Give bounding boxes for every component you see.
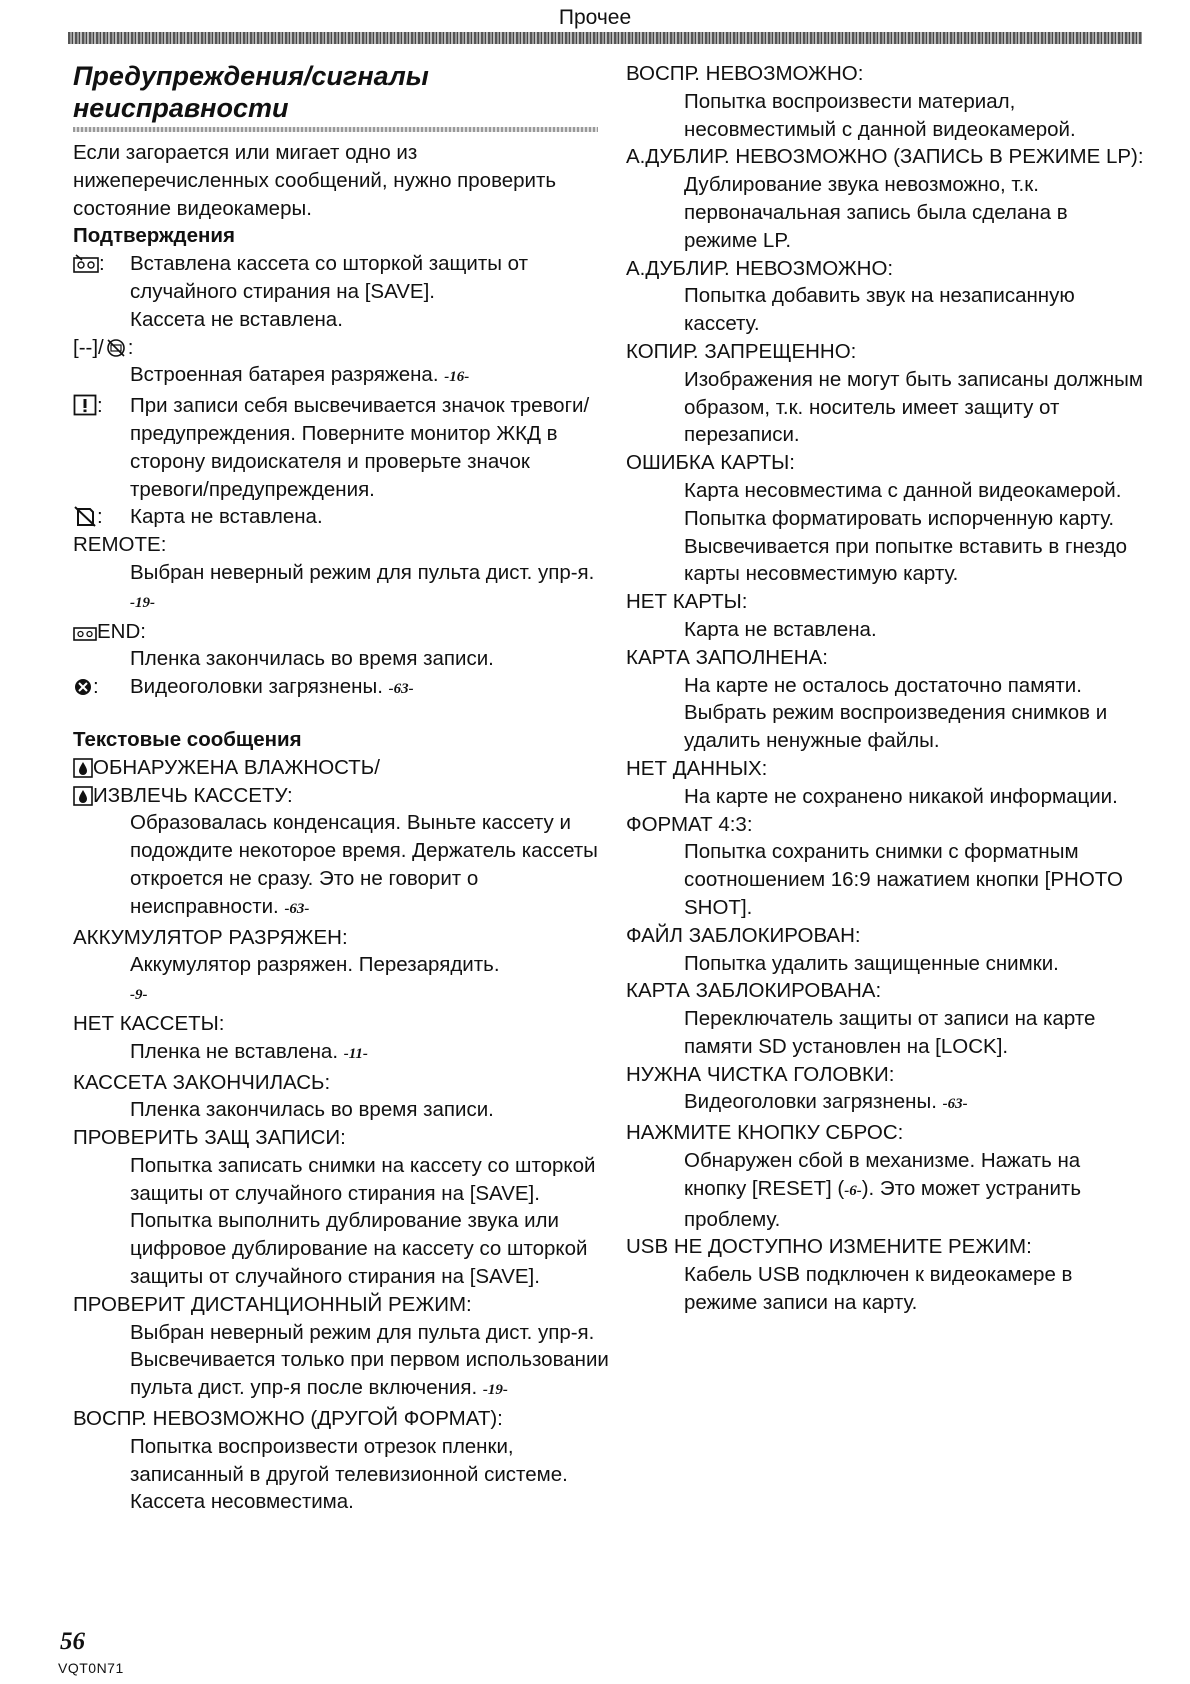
msg-text: Видеоголовки загрязнены. bbox=[684, 1090, 937, 1114]
page-ref: -11- bbox=[343, 1045, 368, 1062]
tape-icon bbox=[73, 626, 97, 642]
msg-text: Пленка не вставлена. bbox=[130, 1039, 339, 1063]
msg-label: END: bbox=[97, 619, 146, 643]
msg-text: Карта не вставлена. bbox=[130, 505, 323, 529]
msg-no-data-text: На карте не сохранено никакой информации. bbox=[684, 784, 1118, 808]
msg-no-card-text: Карта не вставлена. bbox=[684, 617, 877, 641]
msg-no-cassette-text bbox=[73, 1038, 613, 1069]
msg-battery-text bbox=[73, 361, 613, 392]
msg-text: Образовалась конденсация. Выньте кассету и подождите некоторое время. Держатель кассеты откроется не сразу. Это не говорит о неисправности. bbox=[130, 811, 598, 918]
msg-text: Выбран неверный режим для пульта дист. упр-я. bbox=[130, 560, 595, 584]
msg-card-error-text: Карта несовместима с данной видеокамерой. bbox=[684, 478, 1122, 502]
dirty-heads-icon bbox=[73, 677, 93, 697]
msg-no-cassette-label: НЕТ КАССЕТЫ: bbox=[73, 1011, 225, 1035]
msg-eject-label bbox=[73, 782, 613, 810]
header-bar bbox=[68, 32, 1142, 44]
document-code: VQT0N71 bbox=[58, 1660, 124, 1676]
msg-play-other-format-label: ВОСПР. НЕВОЗМОЖНО (ДРУГОЙ ФОРМАТ): bbox=[73, 1407, 503, 1431]
msg-card-error-text: Попытка форматировать испорченную карту. bbox=[684, 506, 1115, 530]
cassette-save-icon bbox=[73, 254, 99, 274]
msg-humidity-label bbox=[73, 754, 613, 782]
msg-format-label: ФОРМАТ 4:3: bbox=[626, 812, 753, 836]
msg-head-clean-label: НУЖНА ЧИСТКА ГОЛОВКИ: bbox=[626, 1062, 895, 1086]
msg-card-locked-text: Переключатель защиты от записи на карте памяти SD установлен на [LOCK]. bbox=[684, 1007, 1096, 1058]
symbol-colon: : bbox=[127, 335, 134, 359]
battery-empty-icon bbox=[104, 338, 128, 358]
page-title: Предупреждения/сигналы неисправности bbox=[73, 61, 429, 123]
msg-cassette-end-label: КАССЕТА ЗАКОНЧИЛАСЬ: bbox=[73, 1070, 331, 1094]
msg-head-clean-text bbox=[626, 1088, 1146, 1119]
msg-battery-label bbox=[73, 334, 613, 362]
section-header: Прочее bbox=[558, 6, 632, 29]
intro-text: Если загорается или мигает одно из нижеперечисленных сообщений, нужно проверить состояние видеокамеры. bbox=[73, 141, 557, 220]
msg-text: Вставлена кассета со шторкой защиты от случайного стирания на [SAVE]. bbox=[130, 252, 528, 303]
msg-tape-end-label bbox=[73, 618, 613, 646]
msg-no-card bbox=[73, 503, 613, 531]
no-card-icon bbox=[73, 505, 97, 527]
msg-check-protect-text: Попытка выполнить дублирование звука или цифровое дублирование на кассету со шторкой защиты от случайного стирания на [SAVE]. bbox=[130, 1209, 588, 1289]
msg-battery-low-text bbox=[73, 951, 613, 1010]
msg-text: Обнаружен сбой в механизме. Нажать на кнопку [RESET] ( bbox=[684, 1149, 1081, 1200]
page-ref: -16- bbox=[444, 369, 470, 386]
msg-remote-mode-label: ПРОВЕРИТ ДИСТАНЦИОННЫЙ РЕЖИМ: bbox=[73, 1292, 472, 1316]
title-rule bbox=[73, 127, 598, 132]
msg-dub-lp-text: Дублирование звука невозможно, т.к. первоначальная запись была сделана в режиме LP. bbox=[684, 173, 1068, 252]
msg-card-error-text: Высвечивается при попытке вставить в гнездо карты несовместимую карту. bbox=[684, 534, 1128, 586]
msg-card-full-label: КАРТА ЗАПОЛНЕНА: bbox=[626, 645, 828, 669]
msg-text: Аккумулятор разряжен. Перезарядить. bbox=[130, 953, 500, 977]
right-column bbox=[626, 60, 1146, 1317]
msg-dub-impossible-text: Попытка добавить звук на незаписанную кассету. bbox=[684, 284, 1075, 336]
left-column bbox=[73, 60, 613, 1516]
symbol-colon: : bbox=[99, 252, 105, 276]
msg-usb-text: Кабель USB подключен к видеокамере в режиме записи на карту. bbox=[684, 1263, 1073, 1315]
msg-copy-prohibited-text: Изображения не могут быть записаны должным образом, т.к. носитель имеет защиту от перезаписи. bbox=[684, 367, 1143, 447]
humidity-icon bbox=[73, 786, 93, 806]
msg-play-other-format-text: Попытка воспроизвести отрезок пленки, записанный в другой телевизионной системе. Кассета несовместима. bbox=[130, 1434, 568, 1514]
msg-heads-dirty bbox=[73, 673, 613, 704]
msg-text: Видеоголовки загрязнены. bbox=[130, 675, 383, 699]
humidity-icon bbox=[73, 758, 93, 778]
msg-text: Выбран неверный режим для пульта дист. упр-я. Высвечивается только при первом использовании пульта дист. упр-я после включения. bbox=[130, 1320, 609, 1400]
msg-text: ). Это может устранить проблему. bbox=[684, 1176, 1081, 1231]
msg-usb-label: USB НЕ ДОСТУПНО ИЗМЕНИТЕ РЕЖИМ: bbox=[626, 1235, 1032, 1259]
symbol-colon: : bbox=[93, 675, 99, 699]
msg-no-data-label: НЕТ ДАННЫХ: bbox=[626, 756, 768, 780]
msg-dub-impossible-label: А.ДУБЛИР. НЕВОЗМОЖНО: bbox=[626, 256, 894, 280]
msg-cassette-end-text: Пленка закончилась во время записи. bbox=[130, 1098, 494, 1122]
symbol-label: [--]/ bbox=[73, 335, 104, 359]
msg-save-cassette bbox=[73, 250, 613, 333]
page-ref: -63- bbox=[284, 900, 310, 917]
msg-card-full-text: Выбрать режим воспроизведения снимков и удалить ненужные файлы. bbox=[684, 701, 1108, 753]
page-number: 56 bbox=[60, 1628, 85, 1655]
symbol-colon: : bbox=[97, 505, 103, 529]
page-ref: -63- bbox=[388, 681, 414, 698]
msg-warning bbox=[73, 392, 613, 503]
confirm-heading: Подтверждения bbox=[73, 224, 235, 248]
msg-remote-text bbox=[73, 559, 613, 618]
msg-remote-mode-text bbox=[73, 1319, 613, 1405]
msg-reset-text bbox=[626, 1147, 1146, 1233]
msg-text: При записи себя высвечивается значок тревоги/предупреждения. Поверните монитор ЖКД в сторону видоискателя и проверьте значок тревоги/предупреждения. bbox=[130, 394, 590, 501]
msg-check-protect-label: ПРОВЕРИТЬ ЗАЩ ЗАПИСИ: bbox=[73, 1126, 346, 1150]
msg-play-impossible-label: ВОСПР. НЕВОЗМОЖНО: bbox=[626, 62, 864, 85]
msg-card-error-label: ОШИБКА КАРТЫ: bbox=[626, 451, 795, 475]
warning-icon bbox=[73, 394, 97, 416]
msg-file-locked-label: ФАЙЛ ЗАБЛОКИРОВАН: bbox=[626, 923, 861, 947]
symbol-colon: : bbox=[97, 394, 103, 418]
page-ref: -19- bbox=[130, 594, 155, 611]
msg-battery-low-label: АККУМУЛЯТОР РАЗРЯЖЕН: bbox=[73, 925, 348, 949]
text-messages-heading: Текстовые сообщения bbox=[73, 727, 302, 751]
page-ref: -19- bbox=[482, 1382, 508, 1399]
msg-check-protect-text: Попытка записать снимки на кассету со шторкой защиты от случайного стирания на [SAVE]. bbox=[130, 1153, 596, 1205]
page-ref: -63- bbox=[942, 1096, 968, 1113]
msg-tape-end-text: Пленка закончилась во время записи. bbox=[130, 647, 494, 671]
page-ref: -9- bbox=[130, 987, 148, 1004]
page-ref: -6- bbox=[844, 1182, 862, 1199]
msg-play-impossible-text: Попытка воспроизвести материал, несовместимый с данной видеокамерой. bbox=[684, 89, 1076, 141]
msg-remote-label: REMOTE: bbox=[73, 533, 167, 557]
msg-copy-prohibited-label: КОПИР. ЗАПРЕЩЕННО: bbox=[626, 339, 857, 363]
msg-reset-label: НАЖМИТЕ КНОПКУ СБРОС: bbox=[626, 1121, 904, 1145]
msg-text: Встроенная батарея разряжена. bbox=[130, 363, 439, 387]
msg-no-card-label: НЕТ КАРТЫ: bbox=[626, 590, 748, 614]
msg-card-locked-label: КАРТА ЗАБЛОКИРОВАНА: bbox=[626, 979, 882, 1003]
msg-card-full-text: На карте не осталось достаточно памяти. bbox=[684, 673, 1082, 697]
msg-format-text: Попытка сохранить снимки с форматным соотношением 16:9 нажатием кнопки [PHOTO SHOT]. bbox=[684, 840, 1123, 919]
msg-text: Кассета не вставлена. bbox=[130, 307, 343, 331]
msg-label: ИЗВЛЕЧЬ КАССЕТУ: bbox=[93, 783, 293, 807]
msg-humidity-text bbox=[73, 809, 613, 923]
msg-label: ОБНАРУЖЕНА ВЛАЖНОСТЬ/ bbox=[93, 755, 380, 779]
msg-file-locked-text: Попытка удалить защищенные снимки. bbox=[684, 951, 1059, 975]
msg-dub-lp-label: А.ДУБЛИР. НЕВОЗМОЖНО (ЗАПИСЬ В РЕЖИМЕ LP): bbox=[626, 145, 1144, 169]
